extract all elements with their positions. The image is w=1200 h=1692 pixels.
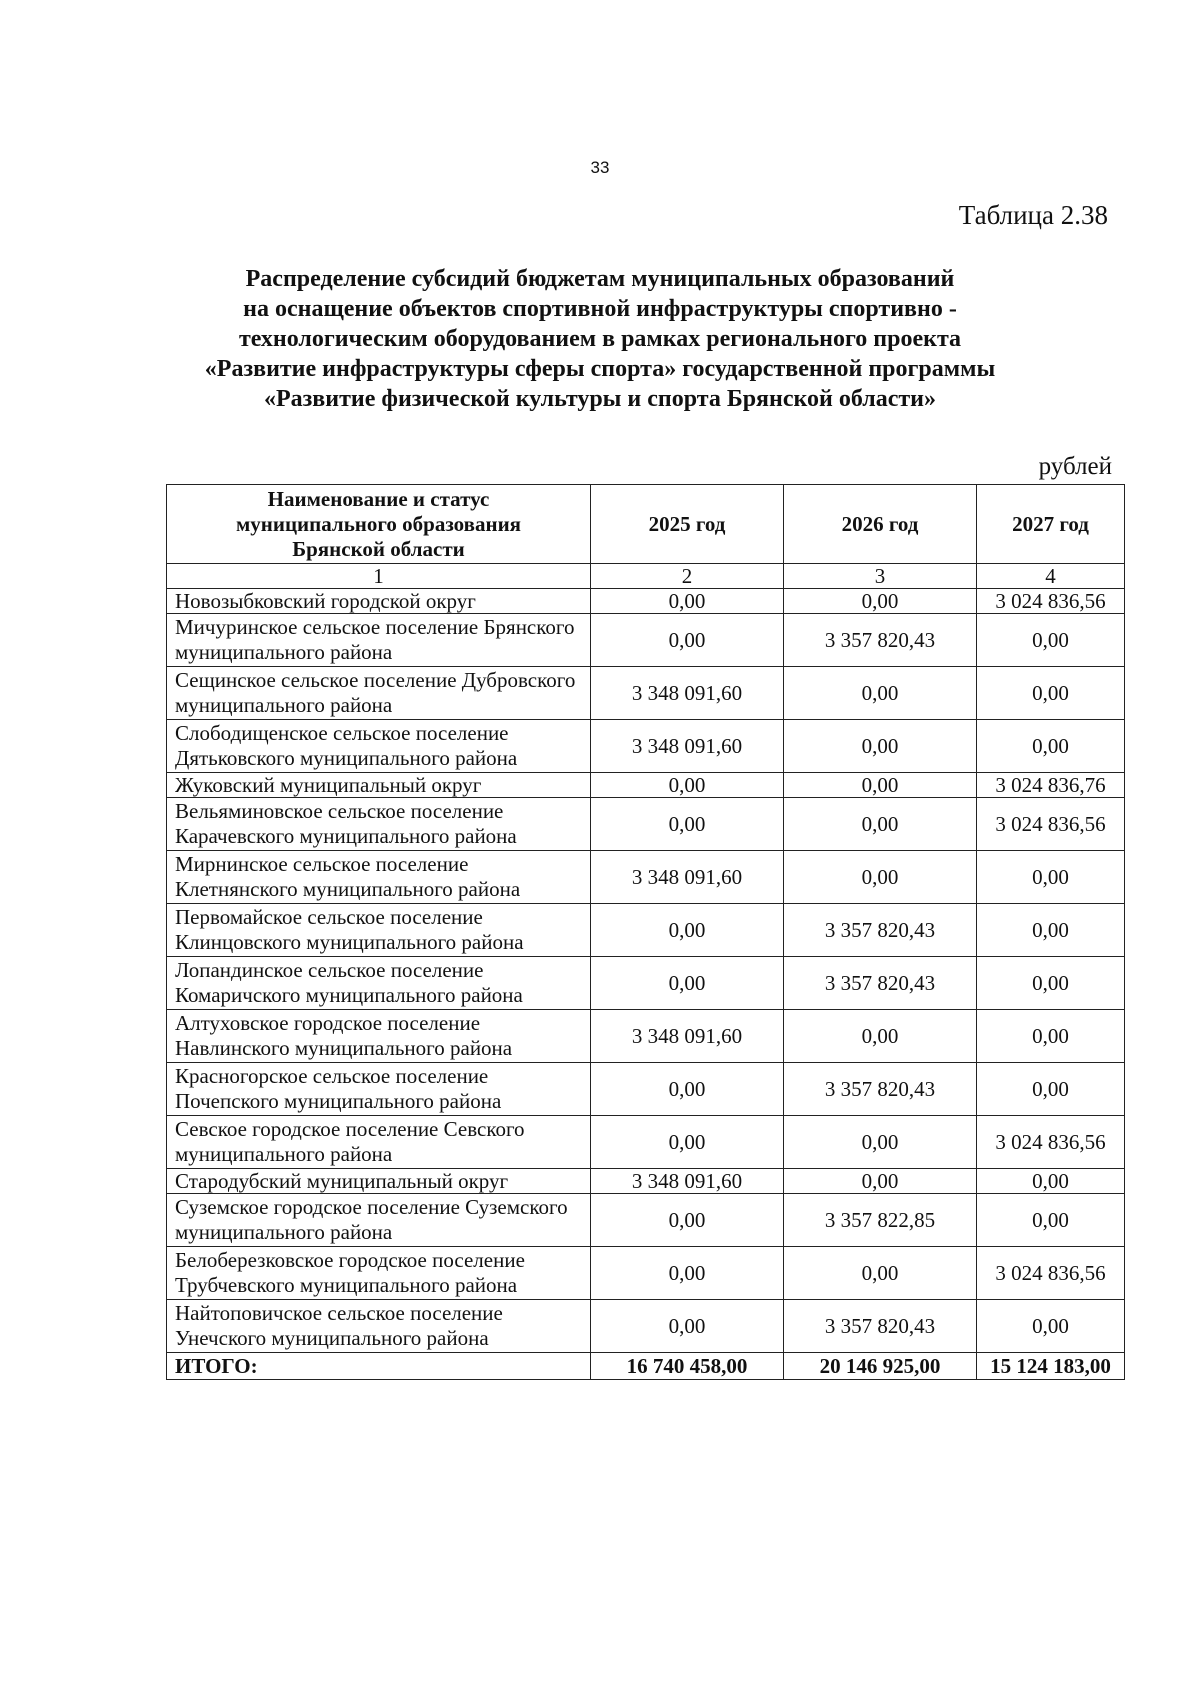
total-label: ИТОГО: bbox=[167, 1353, 591, 1380]
value-2027: 0,00 bbox=[977, 957, 1125, 1010]
table-row bbox=[167, 798, 1125, 851]
header-2026: 2026 год bbox=[784, 485, 977, 564]
value-2027: 0,00 bbox=[977, 904, 1125, 957]
table-row bbox=[167, 957, 1125, 1010]
value-2027: 0,00 bbox=[977, 1063, 1125, 1116]
municipality-name: Стародубский муниципальный округ bbox=[167, 1169, 591, 1194]
value-2027: 0,00 bbox=[977, 1010, 1125, 1063]
column-number: 2 bbox=[591, 564, 784, 589]
value-2026: 0,00 bbox=[784, 1247, 977, 1300]
table-row bbox=[167, 1169, 1125, 1194]
value-2025: 0,00 bbox=[591, 957, 784, 1010]
value-2027: 3 024 836,76 bbox=[977, 773, 1125, 798]
table-row bbox=[167, 614, 1125, 667]
value-2027: 0,00 bbox=[977, 614, 1125, 667]
header-2025: 2025 год bbox=[591, 485, 784, 564]
value-2025: 3 348 091,60 bbox=[591, 720, 784, 773]
value-2026: 3 357 820,43 bbox=[784, 904, 977, 957]
value-2027: 0,00 bbox=[977, 667, 1125, 720]
table-row bbox=[167, 589, 1125, 614]
table-row bbox=[167, 773, 1125, 798]
municipality-name: Мирнинское сельское поселение Клетнянского муниципального района bbox=[167, 851, 591, 904]
value-2026: 0,00 bbox=[784, 798, 977, 851]
municipality-name: Слободищенское сельское поселение Дятьковского муниципального района bbox=[167, 720, 591, 773]
table-row bbox=[167, 1010, 1125, 1063]
total-2027: 15 124 183,00 bbox=[977, 1353, 1125, 1380]
column-number: 4 bbox=[977, 564, 1125, 589]
page-number: 33 bbox=[590, 158, 610, 177]
value-2025: 0,00 bbox=[591, 1300, 784, 1353]
table-row bbox=[167, 1194, 1125, 1247]
table-row bbox=[167, 904, 1125, 957]
value-2025: 3 348 091,60 bbox=[591, 1169, 784, 1194]
value-2025: 3 348 091,60 bbox=[591, 1010, 784, 1063]
value-2026: 3 357 820,43 bbox=[784, 614, 977, 667]
total-2025: 16 740 458,00 bbox=[591, 1353, 784, 1380]
title-line: Распределение субсидий бюджетам муниципальных образований bbox=[245, 266, 955, 292]
title-line: на оснащение объектов спортивной инфраструктуры спортивно - bbox=[243, 296, 957, 322]
column-number: 3 bbox=[784, 564, 977, 589]
value-2026: 0,00 bbox=[784, 1169, 977, 1194]
title-line: «Развитие инфраструктуры сферы спорта» государственной программы bbox=[204, 356, 996, 382]
municipality-name: Жуковский муниципальный округ bbox=[167, 773, 591, 798]
municipality-name: Лопандинское сельское поселение Комаричского муниципального района bbox=[167, 957, 591, 1010]
table-row bbox=[167, 851, 1125, 904]
municipality-name: Красногорское сельское поселение Почепского муниципального района bbox=[167, 1063, 591, 1116]
value-2025: 3 348 091,60 bbox=[591, 667, 784, 720]
value-2027: 0,00 bbox=[977, 1169, 1125, 1194]
value-2025: 0,00 bbox=[591, 589, 784, 614]
value-2025: 0,00 bbox=[591, 904, 784, 957]
title-line: «Развитие физической культуры и спорта Брянской области» bbox=[263, 386, 936, 412]
table-caption: Таблица 2.38 bbox=[958, 200, 1108, 230]
municipality-name: Алтуховское городское поселение Навлинского муниципального района bbox=[167, 1010, 591, 1063]
value-2026: 3 357 820,43 bbox=[784, 1063, 977, 1116]
value-2025: 0,00 bbox=[591, 1247, 784, 1300]
municipality-name: Белоберезковское городское поселение Трубчевского муниципального района bbox=[167, 1247, 591, 1300]
value-2026: 0,00 bbox=[784, 1116, 977, 1169]
value-2027: 3 024 836,56 bbox=[977, 1247, 1125, 1300]
table-row bbox=[167, 667, 1125, 720]
value-2026: 0,00 bbox=[784, 773, 977, 798]
value-2025: 0,00 bbox=[591, 1063, 784, 1116]
municipality-name: Новозыбковский городской округ bbox=[167, 589, 591, 614]
document-title bbox=[150, 264, 1050, 414]
municipality-name: Первомайское сельское поселение Клинцовского муниципального района bbox=[167, 904, 591, 957]
value-2026: 0,00 bbox=[784, 667, 977, 720]
header-2027: 2027 год bbox=[977, 485, 1125, 564]
value-2025: 0,00 bbox=[591, 1116, 784, 1169]
header-row bbox=[167, 485, 1125, 564]
value-2025: 0,00 bbox=[591, 1194, 784, 1247]
table-row bbox=[167, 720, 1125, 773]
value-2025: 0,00 bbox=[591, 773, 784, 798]
total-2026: 20 146 925,00 bbox=[784, 1353, 977, 1380]
value-2027: 3 024 836,56 bbox=[977, 589, 1125, 614]
column-number: 1 bbox=[167, 564, 591, 589]
value-2026: 0,00 bbox=[784, 1010, 977, 1063]
total-row bbox=[167, 1353, 1125, 1380]
municipality-name: Севское городское поселение Севского муниципального района bbox=[167, 1116, 591, 1169]
municipality-name: Сещинское сельское поселение Дубровского муниципального района bbox=[167, 667, 591, 720]
municipality-name: Суземское городское поселение Суземского муниципального района bbox=[167, 1194, 591, 1247]
value-2027: 0,00 bbox=[977, 851, 1125, 904]
value-2027: 0,00 bbox=[977, 1194, 1125, 1247]
column-number-row bbox=[167, 564, 1125, 589]
value-2026: 3 357 820,43 bbox=[784, 957, 977, 1010]
value-2027: 0,00 bbox=[977, 1300, 1125, 1353]
units-label: рублей bbox=[1038, 453, 1112, 480]
municipality-name: Найтоповичское сельское поселение Унечского муниципального района bbox=[167, 1300, 591, 1353]
table-row bbox=[167, 1247, 1125, 1300]
table-row bbox=[167, 1116, 1125, 1169]
subsidy-table bbox=[166, 484, 1125, 1380]
table-row bbox=[167, 1063, 1125, 1116]
value-2027: 3 024 836,56 bbox=[977, 798, 1125, 851]
value-2026: 0,00 bbox=[784, 589, 977, 614]
value-2026: 0,00 bbox=[784, 720, 977, 773]
municipality-name: Вельяминовское сельское поселение Карачевского муниципального района bbox=[167, 798, 591, 851]
title-line: технологическим оборудованием в рамках регионального проекта bbox=[238, 326, 962, 352]
value-2025: 3 348 091,60 bbox=[591, 851, 784, 904]
value-2027: 0,00 bbox=[977, 720, 1125, 773]
table-row bbox=[167, 1300, 1125, 1353]
value-2025: 0,00 bbox=[591, 798, 784, 851]
value-2026: 3 357 822,85 bbox=[784, 1194, 977, 1247]
value-2027: 3 024 836,56 bbox=[977, 1116, 1125, 1169]
value-2025: 0,00 bbox=[591, 614, 784, 667]
header-municipality: Наименование и статус муниципального образования Брянской области bbox=[167, 485, 591, 564]
value-2026: 0,00 bbox=[784, 851, 977, 904]
value-2026: 3 357 820,43 bbox=[784, 1300, 977, 1353]
municipality-name: Мичуринское сельское поселение Брянского муниципального района bbox=[167, 614, 591, 667]
